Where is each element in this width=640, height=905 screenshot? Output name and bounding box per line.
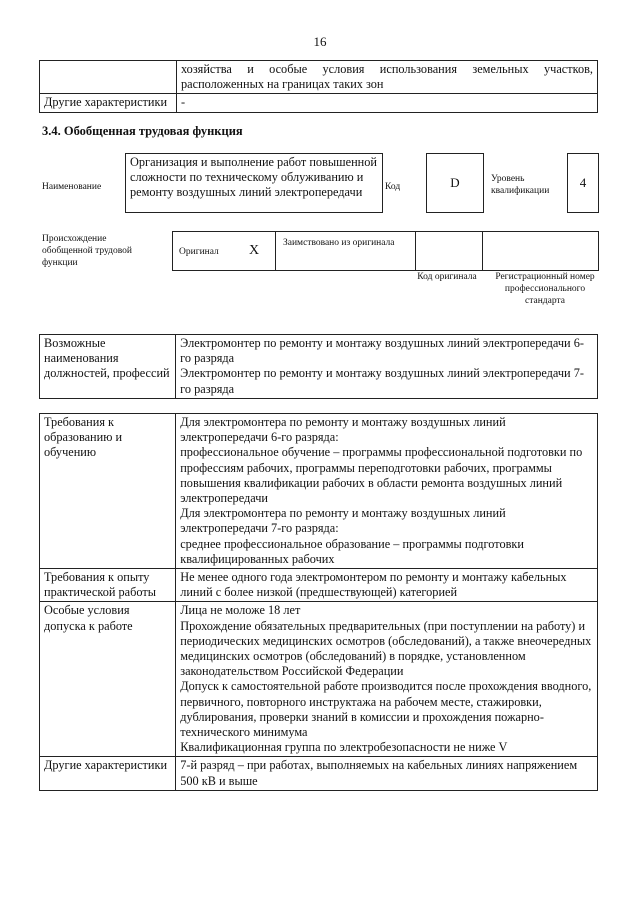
position-line: Электромонтер по ремонту и монтажу воздушных линий электропередачи 6-го разряда [180,336,584,366]
borrowed-label: Заимствовано из оригинала [283,238,395,248]
other-label: Другие характеристики [40,94,177,112]
positions-label: Возможные наименования должностей, профессий [40,335,176,399]
requirement-line: Не менее одного года электромонтером по ремонту и монтажу кабельных линий с более низкой (предшествующей) категорией [180,570,567,600]
experience-value [176,569,598,602]
positions-table [39,334,598,399]
empty-cell [40,61,177,94]
position-line: Электромонтер по ремонту и монтажу воздушных линий электропередачи 7-го разряда [180,366,584,396]
continued-text: хозяйства и особые условия использования земельных участков, расположенных на границах таких зон [177,61,598,94]
name-value: Организация и выполнение работ повышенной сложности по техническому облуживанию и ремонту воздушных линий электропередачи [125,153,383,213]
admission-value [176,602,598,757]
original-label: Оригинал [179,247,219,257]
section-title: 3.4. Обобщенная трудовая функция [42,124,243,138]
requirement-line: Для электромонтера по ремонту и монтажу воздушных линий электропередачи 6-го разряда: [180,415,506,445]
origin-box [172,231,599,271]
name-label: Наименование [42,182,102,192]
requirements-table [39,413,598,791]
level-label: Уровень квалификации [491,174,550,196]
other-value: - [177,94,598,112]
education-value [176,414,598,569]
original-cell [173,232,276,270]
other-characteristics-value [176,757,598,790]
requirement-line: Допуск к самостоятельной работе производится после прохождения вводного, первичного, повторного инструктажа на рабочем месте, стажировки, дублирования, проверки знаний в комиссии и прохождения пожарно-технического минимума [180,679,592,740]
education-label: Требования к образованию и обучению [40,414,176,569]
admission-label: Особые условия допуска к работе [40,602,176,757]
code-original-cell [415,232,483,270]
origin-label: Происхождение обобщенной трудовой функции [42,234,132,268]
reg-number-caption: Регистрационный номер профессионального стандарта [495,272,595,306]
level-value: 4 [567,153,599,213]
positions-value [176,335,598,399]
requirement-line: профессиональное обучение – программы профессиональной подготовки по профессиям рабочих, программы переподготовки рабочих, программы повышения квалификации рабочих в области ремонта воздушных линий электропередачи [180,445,583,506]
requirement-line: Квалификационная группа по электробезопасности не ниже V [180,740,508,755]
original-mark: X [249,243,260,258]
requirement-line: Для электромонтера по ремонту и монтажу воздушных линий электропередачи 7-го разряда: [180,506,506,536]
code-value: D [426,153,484,213]
experience-label: Требования к опыту практической работы [40,569,176,602]
requirement-line: Прохождение обязательных предварительных (при поступлении на работу) и периодических медицинских осмотров (обследований), а также внеочередных медицинских осмотров (обследований) в порядке, установленном законодательством Российской Федерации [180,618,592,679]
continuation-table [39,60,598,113]
requirement-line: 7-й разряд – при работах, выполняемых на кабельных линиях напряжением 500 кВ и выше [180,758,578,788]
page-number: 16 [313,34,327,49]
code-original-caption: Код оригинала [417,272,477,282]
requirement-line: среднее профессиональное образование – программы подготовки квалифицированных рабочих [180,536,524,566]
code-label: Код [385,182,401,192]
requirement-line: Лица не моложе 18 лет [180,603,301,618]
other-characteristics-label: Другие характеристики [40,757,176,790]
